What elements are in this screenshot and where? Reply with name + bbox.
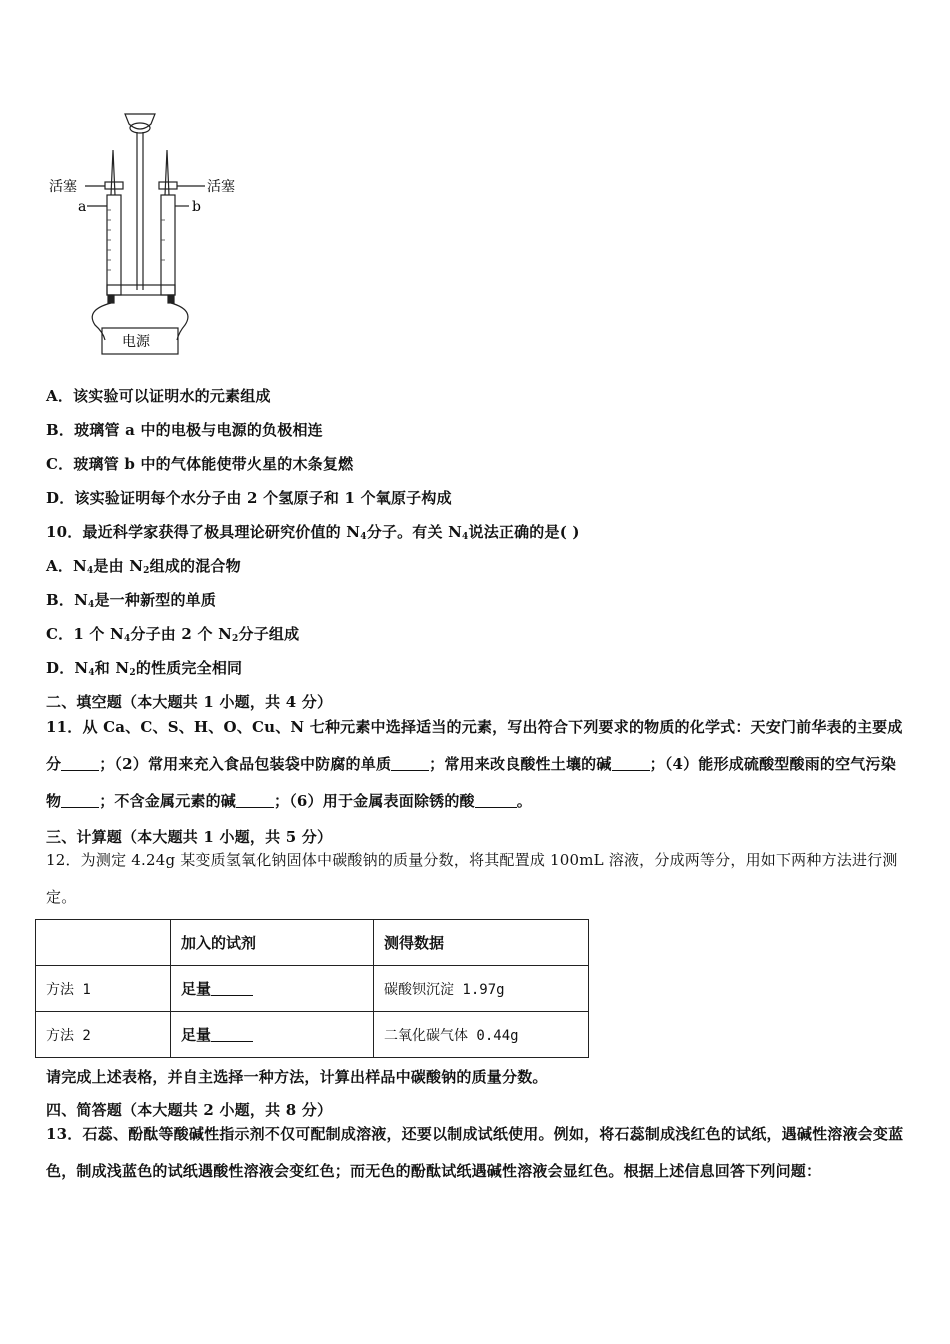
q11-stem: 11．从 Ca、C、S、H、O、Cu、N 七种元素中选择适当的元素，写出符合下列要求的物质的化学式：天安门前华表的主要成分 ；（2）常用来充入食品包装袋中防腐的单质 ；常用来改良酸性土壤的碱 ；（4）能形成硫酸型酸雨的空气污染物 ；不含金属元素的碱 ；（6）用于金属表面除锈的酸 。 (46, 718, 903, 810)
q11-blank-5[interactable] (236, 793, 274, 808)
q10-option-c: C．1 个 $N_4$分子由 2 个 $N_2$分子组成 (46, 625, 300, 644)
q13-stem: 13．石蕊、酚酞等酸碱性指示剂不仅可配制成溶液，还要以制成试纸使用。例如，将石蕊制成浅红色的试纸，遇碱性溶液会变蓝色，制成浅蓝色的试纸遇酸性溶液会变红色；而无色的酚酞试纸遇碱性溶液会显红色。根据上述信息回答下列问题： (46, 1125, 904, 1180)
reagent-blank-1[interactable] (211, 983, 253, 996)
q9-option-b: B．玻璃管 a 中的电极与电源的负极相连 (46, 421, 323, 439)
table-cell-result: 碳酸钡沉淀 1.97g (374, 966, 589, 1012)
tube-b-label: b (192, 199, 201, 215)
table-cell-reagent: 足量 (171, 1012, 374, 1058)
power-supply-label: 电源 (122, 334, 150, 350)
q9-option-c: C．玻璃管 b 中的气体能使带火星的木条复燃 (46, 455, 354, 473)
table-row (36, 1012, 589, 1058)
q9-option-d: D．该实验证明每个水分子由 2 个氢原子和 1 个氧原子构成 (46, 489, 452, 507)
table-header-row (36, 920, 589, 966)
q9-option-a: A．该实验可以证明水的元素组成 (46, 387, 271, 405)
q11-blank-6[interactable] (475, 793, 517, 808)
table-cell-method: 方法 1 (36, 966, 171, 1012)
q12-method-table (35, 919, 589, 1058)
table-row (36, 966, 589, 1012)
q11-blank-1[interactable] (61, 756, 99, 771)
table-cell-reagent: 足量 (171, 966, 374, 1012)
section-3-heading: 三、计算题（本大题共 1 小题，共 5 分） (46, 828, 333, 846)
table-header-cell: 加入的试剂 (171, 920, 374, 966)
stopcock-left-label: 活塞 (49, 179, 77, 195)
electrolysis-apparatus-figure (45, 100, 255, 362)
section-2-heading: 二、填空题（本大题共 1 小题，共 4 分） (46, 693, 333, 711)
q11-blank-4[interactable] (61, 793, 99, 808)
q10-option-d: D．$N_4$和 $N_2$的性质完全相同 (46, 659, 243, 678)
table-cell-result: 二氧化碳气体 0.44g (374, 1012, 589, 1058)
table-header-cell (36, 920, 171, 966)
q12-stem: 12．为测定 4.24g 某变质氢氧化钠固体中碳酸钠的质量分数，将其配置成 100mL 溶液，分成两等分，用如下两种方法进行测定。 (46, 851, 898, 906)
q10-option-b: B．$N_4$是一种新型的单质 (46, 591, 217, 610)
tube-a-label: a (78, 199, 87, 215)
section-4-heading: 四、简答题（本大题共 2 小题，共 8 分） (46, 1101, 333, 1119)
reagent-blank-2[interactable] (211, 1029, 253, 1042)
q10-stem: 10．最近科学家获得了极具理论研究价值的 $N_4$分子。有关 $N_4$说法正确的是( ) (46, 523, 580, 542)
q11-blank-2[interactable] (391, 756, 429, 771)
q10-option-a: A．$N_4$是由 $N_2$组成的混合物 (46, 557, 241, 576)
q12-followup: 请完成上述表格，并自主选择一种方法，计算出样品中碳酸钠的质量分数。 (46, 1068, 548, 1086)
stopcock-right-label: 活塞 (207, 179, 235, 195)
q11-blank-3[interactable] (612, 756, 650, 771)
table-cell-method: 方法 2 (36, 1012, 171, 1058)
table-header-cell: 测得数据 (374, 920, 589, 966)
